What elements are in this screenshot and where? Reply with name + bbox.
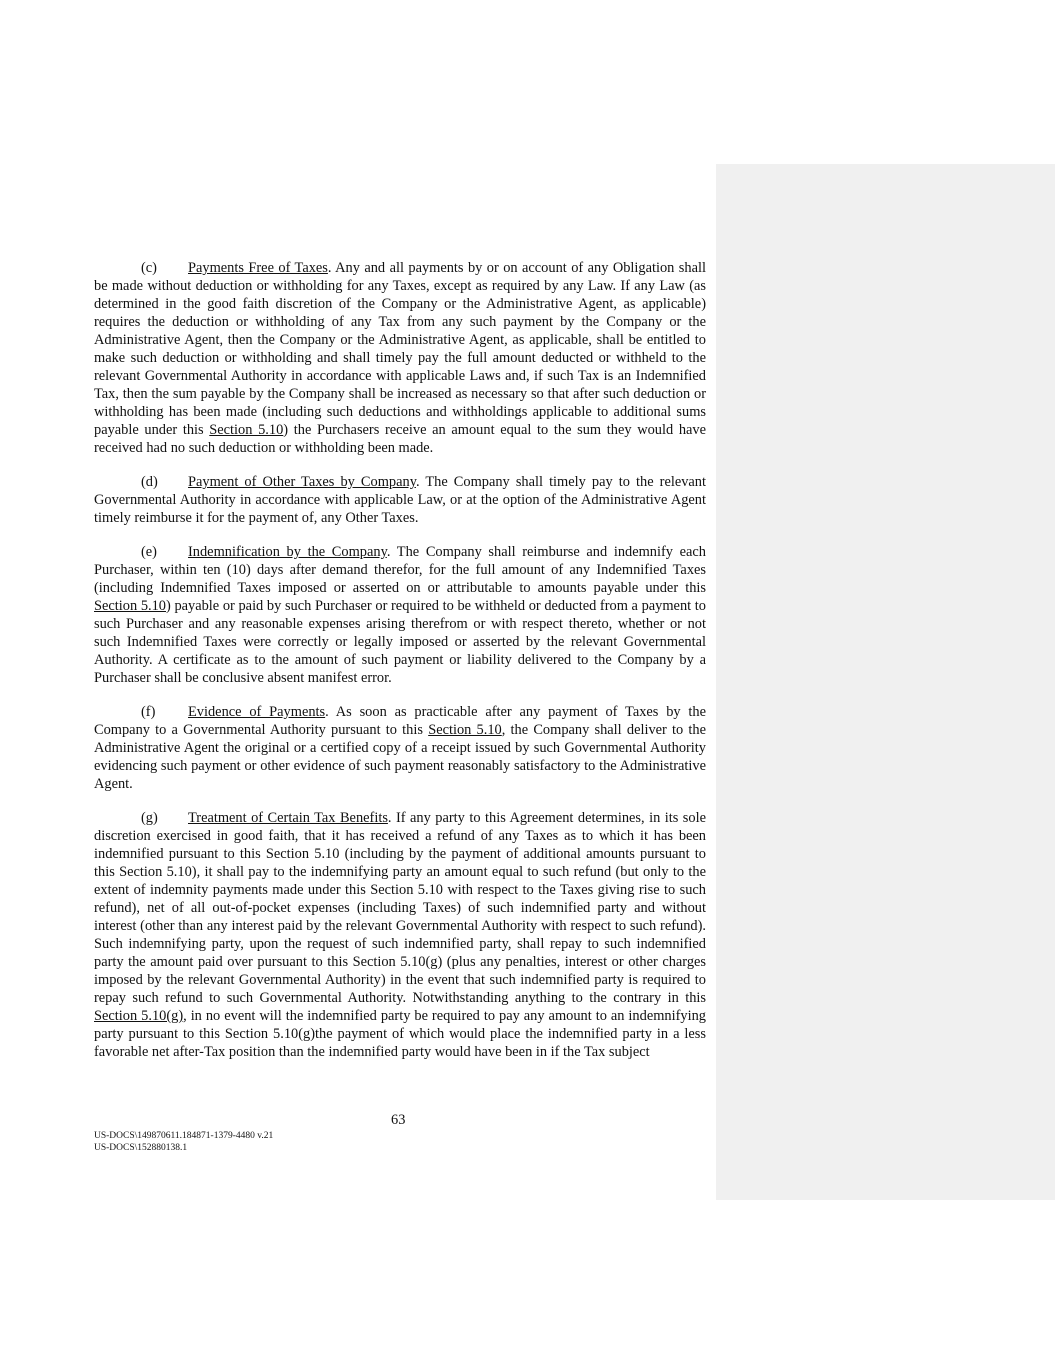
section-e-cross-reference: Section 5.10: [94, 598, 166, 614]
page-number: 63: [391, 1112, 406, 1128]
section-c-paragraph: [94, 259, 706, 457]
section-d-paragraph: [94, 473, 706, 527]
section-d-text: . The Company shall timely pay to the relevant Governmental Authority in accordance with applicable Law, or at the option of the Administrative Agent timely reimburse it for the payment of, any Other Taxes.: [94, 474, 706, 526]
section-c-label: (c): [141, 260, 157, 276]
section-g-cross-reference: Section 5.10(g): [94, 1008, 184, 1024]
document-id-line: US-DOCS\149870611.184871-1379-4480 v.21: [94, 1131, 274, 1141]
document-body: [94, 259, 706, 1077]
section-d-heading: Payment of Other Taxes by Company: [188, 474, 416, 490]
section-c-cross-reference: Section 5.10: [209, 422, 284, 438]
section-e-heading: Indemnification by the Company: [188, 544, 387, 560]
section-f-text: . As soon as practicable after any payment of Taxes by the Company to a Governmental Authority pursuant to this: [94, 704, 706, 738]
section-c-text: . Any and all payments by or on account of any Obligation shall be made without deduction or withholding for any Taxes, except as required by any Law. If any Law (as determined in the good faith discretion of the Company or the Administrative Agent, as applicable) requires the deduction or withholding of any Tax from any such payment by the Company or the Administrative Agent, then the Company or the Administrative Agent, as applicable, shall be entitled to make such deduction or withholding and shall timely pay the full amount deducted or withheld to the relevant Governmental Authority in accordance with applicable Laws and, if such Tax is an Indemnified Tax, then the sum payable by the Company shall be increased as necessary so that after such deduction or withholding has been made (including such deductions and withholdings applicable to additional sums payable under this: [94, 260, 706, 438]
section-f-heading: Evidence of Payments: [188, 704, 326, 720]
section-c-heading: Payments Free of Taxes: [188, 260, 328, 276]
section-e-label: (e): [141, 544, 157, 560]
section-g-paragraph: [94, 809, 706, 1061]
document-id-line: US-DOCS\152880138.1: [94, 1142, 188, 1153]
section-g-heading: Treatment of Certain Tax Benefits: [188, 810, 388, 826]
section-f-label: (f): [141, 704, 156, 720]
section-d-label: (d): [141, 474, 158, 490]
section-c-text-continued: ) the Purchasers receive an amount equal to the sum they would have received had no such deduction or withholding been made.: [94, 422, 707, 456]
section-e-paragraph: [94, 543, 706, 687]
section-f-text-continued: , the Company shall deliver to the Administrative Agent the original or a certified copy of a receipt issued by such Governmental Authority evidencing such payment or other evidence of such payment reasonably satisfactory to the Administrative Agent.: [94, 722, 707, 792]
section-g-text: . If any party to this Agreement determines, in its sole discretion exercised in good faith, that it has received a refund of any Taxes as to which it has been indemnified pursuant to this Section 5.10 (including by the payment of additional amounts pursuant to this Section 5.10), it shall pay to the indemnifying party an amount equal to such refund (but only to the extent of indemnity payments made under this Section 5.10 with respect to the Taxes giving rise to such refund), net of all out-of-pocket expenses (including Taxes) of such indemnified party and without interest (other than any interest paid by the relevant Governmental Authority with respect to such refund). Such indemnifying party, upon the request of such indemnified party, shall repay to such indemnified party the amount paid over pursuant to this Section 5.10(g) (plus any penalties, interest or other charges imposed by the relevant Governmental Authority) in the event that such indemnified party is required to repay such refund to such Governmental Authority. Notwithstanding anything to the contrary in this: [94, 810, 706, 1006]
section-g-text-continued: , in no event will the indemnified party be required to pay any amount to an indemnifying party pursuant to this Section 5.10(g)the payment of which would place the indemnified party in a less favorable net after-Tax position than the indemnified party would have been in if the Tax subject: [94, 1008, 706, 1060]
section-g-label: (g): [141, 810, 158, 826]
section-e-text-continued: ) payable or paid by such Purchaser or required to be withheld or deducted from a payment to such Purchaser and any reasonable expenses arising therefrom or with respect thereto, whether or not such Indemnified Taxes were correctly or legally imposed or asserted by the relevant Governmental Authority. A certificate as to the amount of such payment or liability delivered to the Company by a Purchaser shall be conclusive absent manifest error.: [94, 598, 706, 686]
section-f-paragraph: [94, 703, 706, 793]
comment-pane: [716, 164, 1055, 1200]
document-identifiers: [94, 1131, 273, 1154]
section-e-text: . The Company shall reimburse and indemnify each Purchaser, within ten (10) days after demand therefor, for the full amount of any Indemnified Taxes (including Indemnified Taxes imposed or asserted on or attributable to amounts payable under this: [94, 544, 706, 596]
section-f-cross-reference: Section 5.10: [428, 722, 502, 738]
